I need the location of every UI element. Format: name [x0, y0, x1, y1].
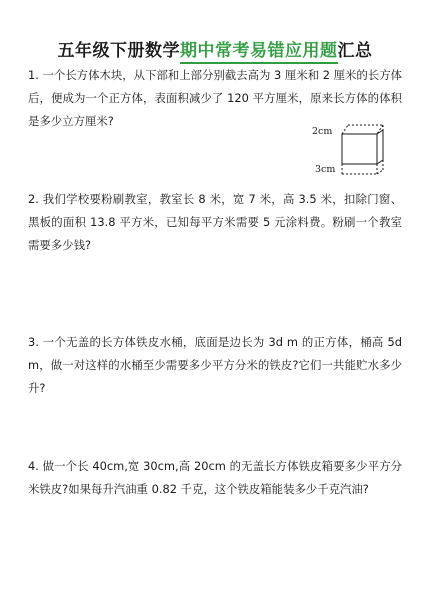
figure-label-bottom: 3cm [315, 164, 336, 175]
figure-label-top: 2cm [312, 126, 333, 137]
question-2: 2. 我们学校要粉刷教室，教室长 8 米，宽 7 米，高 3.5 米，扣除门窗、黑板的面积 13.8 平方米，已知每平方米需要 5 元涂料费。粉刷一个教室需要多少钱? [28, 192, 402, 252]
question-3: 3. 一个无盖的长方体铁皮水桶，底面是边长为 3d m 的正方体，桶高 5d m，做一对这样的水桶至少需要多少平方分米的铁皮?它们一共能贮水多少升? [28, 335, 402, 395]
title-prefix: 五年级下册数学 [57, 41, 180, 61]
question-4: 4. 做一个长 40cm,宽 30cm,高 20cm 的无盖长方体铁皮箱要多少平方分米铁皮?如果每升汽油重 0.82 千克，这个铁皮箱能装多少千克汽油? [28, 459, 402, 496]
page-title [0, 36, 430, 61]
title-suffix: 汇总 [337, 41, 373, 61]
question-1: 1. 一个长方体木块，从下部和上部分别截去高为 3 厘米和 2 厘米的长方体后，便成为一个正方体，表面积减少了 120 平方厘米，原来长方体的体积是多少立方厘米? [28, 68, 402, 128]
title-highlight: 期中常考易错应用题 [180, 41, 338, 64]
cuboid-figure [312, 116, 392, 180]
